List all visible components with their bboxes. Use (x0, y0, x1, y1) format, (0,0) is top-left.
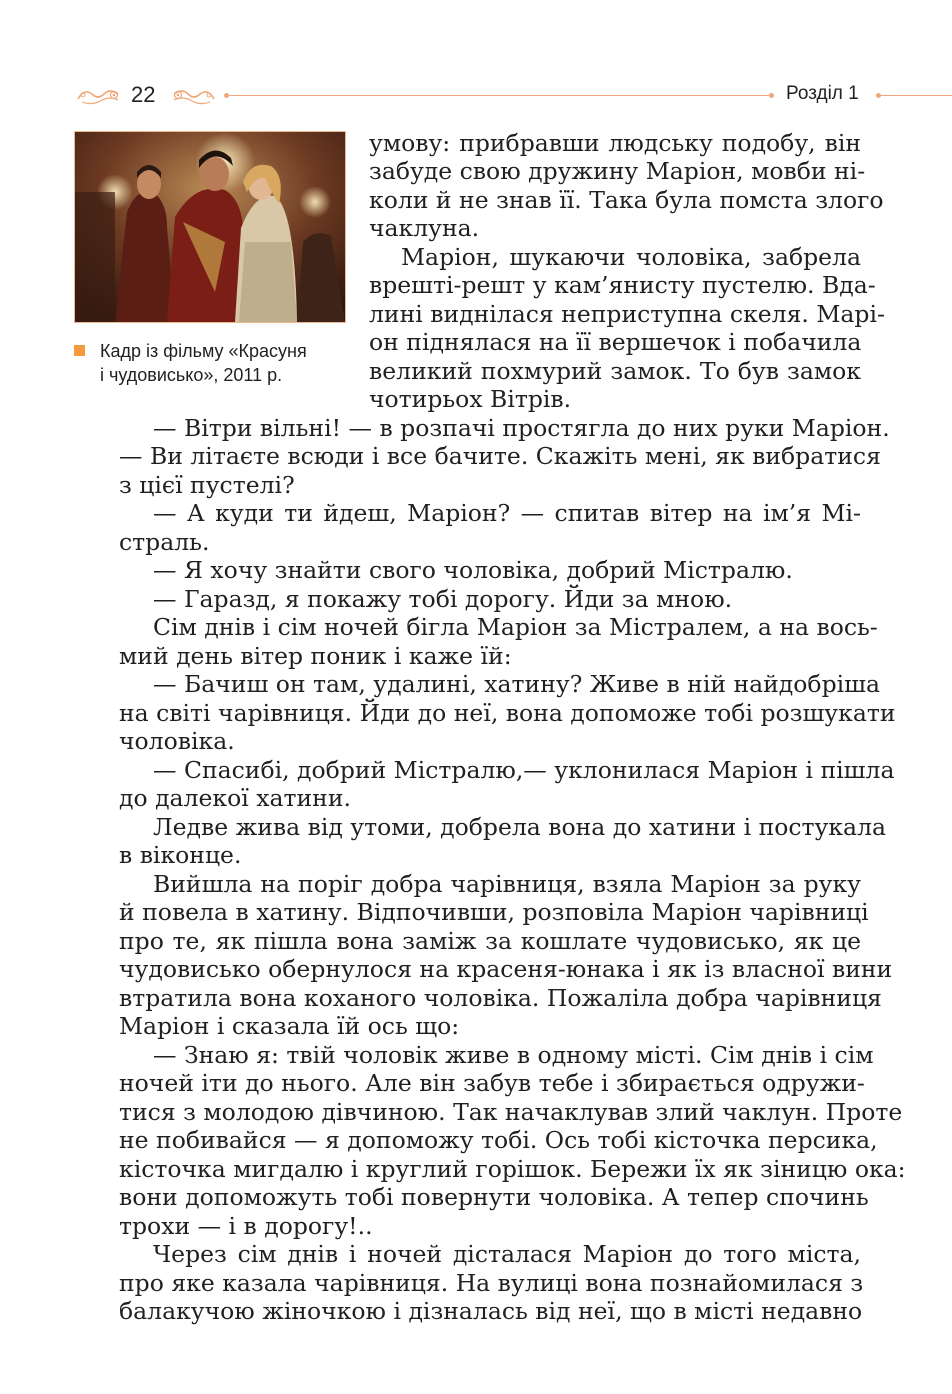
text-line: забуде свою дружину Маріон, мовби ні- (369, 157, 866, 185)
text-line: лині виднілася неприступна скеля. Марі- (369, 300, 885, 328)
text-line: — Спасибі, добрий Містралю,— уклонилася Маріон і пішла (153, 756, 895, 784)
text-line: Сім днів і сім ночей бігла Маріон за Містралем, а на вось- (153, 613, 878, 641)
text-line: — А куди ти йдеш, Маріон? — спитав вітер на ім’я Мі- (153, 499, 861, 527)
text-line: — Ви літаєте всюди і все бачите. Скажіть мені, як вибратися (119, 442, 881, 470)
text-line: Маріон, шукаючи чоловіка, забрела (401, 243, 861, 271)
text-line: з цієї пустелі? (119, 471, 295, 499)
text-line: — Я хочу знайти свого чоловіка, добрий Містралю. (153, 556, 793, 584)
text-line: Маріон і сказала їй ось що: (119, 1012, 460, 1040)
text-line: чоловіка. (119, 727, 235, 755)
ornament-left-icon (74, 82, 122, 108)
page-header (0, 78, 952, 114)
header-rule (881, 95, 952, 96)
text-line: Ледве жива від утоми, добрела вона до хатини і постукала (153, 813, 887, 841)
text-line: чудовисько обернулося на красеня-юнака і як із власної вини (119, 955, 893, 983)
text-line: чаклуна. (369, 214, 480, 242)
rule-dot (769, 93, 774, 98)
section-title: Розділ 1 (786, 83, 859, 104)
text-line: не побивайся — я допоможу тобі. Ось тобі кісточка персика, (119, 1126, 878, 1154)
caption-line: і чудовисько», 2011 р. (100, 365, 283, 385)
text-line: про яке казала чарівниця. На вулиці вона познайомилася з (119, 1269, 864, 1297)
text-line: кісточка мигдалю і круглий горішок. Бережи їх як зіницю ока: (119, 1155, 906, 1183)
ornament-right-icon (170, 82, 218, 108)
text-line: до далекої хатини. (119, 784, 351, 812)
bullet-square-icon (74, 345, 85, 356)
text-line: балакучою жіночкою і дізналась від неї, що в місті недавно (119, 1297, 863, 1325)
text-line: Через сім днів і ночей дісталася Маріон до того міста, (153, 1240, 861, 1268)
text-line: мий день вітер поник і каже їй: (119, 642, 512, 670)
film-still-image (74, 131, 346, 323)
text-line: врешті-решт у кам’янисту пустелю. Вда- (369, 271, 876, 299)
text-line: втратила вона коханого чоловіка. Пожаліла добра чарівниця (119, 984, 882, 1012)
text-line: трохи — і в дорогу!.. (119, 1212, 373, 1240)
text-line: умову: прибравши людську подобу, він (369, 129, 861, 157)
text-line: на світі чарівниця. Йди до неї, вона допоможе тобі розшукати (119, 699, 896, 727)
text-line: ночей іти до нього. Але він забув тебе і збирається одружи- (119, 1069, 865, 1097)
text-line: великий похмурий замок. То був замок (369, 357, 861, 385)
caption-line: Кадр із фільму «Красуня (100, 341, 307, 361)
text-line: про те, як пішла вона заміж за кошлате чудовисько, як це (119, 927, 861, 955)
text-line: в віконце. (119, 841, 242, 869)
text-line: чотирьох Вітрів. (369, 385, 572, 413)
text-line: тися з молодою дівчиною. Так начаклував злий чаклун. Проте (119, 1098, 903, 1126)
text-line: — Бачиш он там, удалині, хатину? Живе в ній найдобріша (153, 670, 880, 698)
text-line: он піднялася на її вершечок і побачила (369, 328, 862, 356)
text-line: Вийшла на поріг добра чарівниця, взяла Маріон за руку (153, 870, 861, 898)
text-line: — Знаю я: твій чоловік живе в одному місті. Сім днів і сім (153, 1041, 874, 1069)
text-line: страль. (119, 528, 210, 556)
text-line: вони допоможуть тобі повернути чоловіка. А тепер спочинь (119, 1183, 869, 1211)
text-line: — Гаразд, я покажу тобі дорогу. Йди за мною. (153, 585, 733, 613)
text-line: — Вітри вільні! — в розпачі простягла до них руки Маріон. (153, 414, 890, 442)
text-line: й повела в хатину. Відпочивши, розповіла Маріон чарівниці (119, 898, 869, 926)
header-rule (229, 95, 769, 96)
page-number: 22 (131, 82, 156, 107)
text-line: коли й не знав її. Така була помста злого (369, 186, 884, 214)
figure-caption (74, 339, 344, 387)
